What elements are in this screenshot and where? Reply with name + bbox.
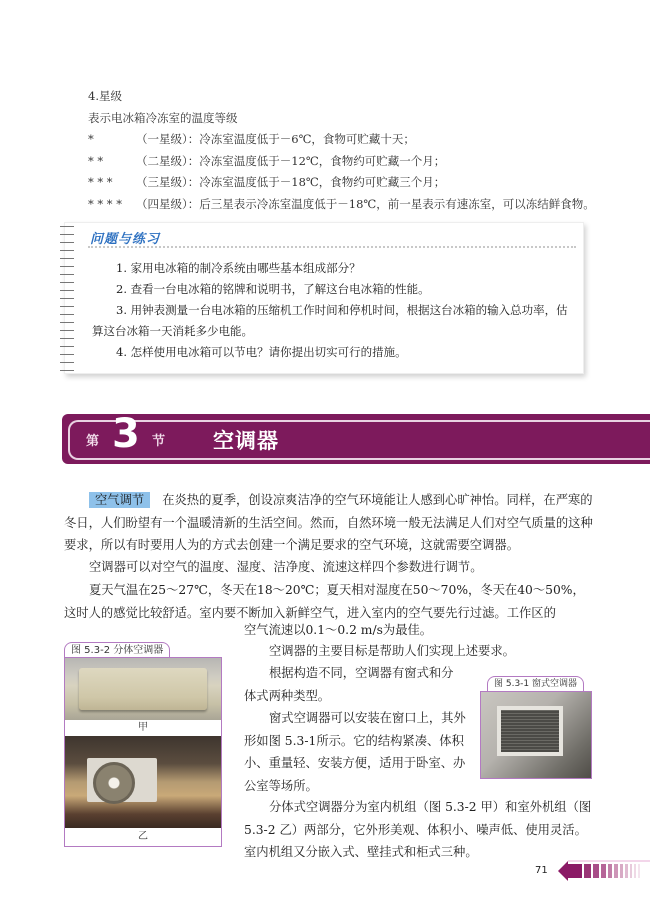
window-ac-photo — [481, 692, 591, 778]
star-description: （一星级）：冷冻室温度低于－6℃，食物可贮藏十天； — [136, 132, 415, 146]
paragraph-split-ac: 分体式空调器分为室内机组（图 5.3-2 甲）和室外机组（图 5.3-2 乙）两部分，它外形美观、体积小、噪声低、使用灵活。室内机组又分嵌入式、壁挂式和柜式三种。 — [244, 800, 592, 859]
figure-caption-split: 图 5.3-2 分体空调器 — [64, 642, 170, 658]
star-description: （三星级）：冷冻室温度低于－18℃，食物约可贮藏三个月； — [136, 175, 446, 189]
paragraph-text: 在炎热的夏季，创设凉爽洁净的空气环境能让人感到心旷神怡。同样，在严寒的冬日，人们盼望有一个温暖清新的生活空间。然而，自然环境一般无法满足人们对空气质量的这种要求，所以有时要用人为的方式去创建一个满足要求的空气环境，这就需要空调器。 — [64, 493, 593, 552]
star-row — [88, 151, 595, 173]
section-title: 空调器 — [213, 429, 279, 453]
figure-split-ac — [64, 657, 222, 847]
window-ac-grille-icon — [497, 706, 563, 756]
paragraph-intro — [64, 489, 596, 557]
star-rating-section — [88, 86, 595, 215]
indoor-unit-icon — [79, 668, 207, 710]
star-row — [88, 129, 595, 151]
exercise-item: 4. 怎样使用电冰箱可以节电？请你提出切实可行的措施。 — [116, 345, 407, 359]
exercise-item: 2. 查看一台电冰箱的铭牌和说明书，了解这台电冰箱的性能。 — [116, 282, 430, 296]
exercise-item: 1. 家用电冰箱的制冷系统由哪些基本组成部分？ — [116, 261, 361, 275]
paragraph-goal: 空调器的主要目标是帮助人们实现上述要求。 — [269, 644, 515, 658]
star-row — [88, 172, 595, 194]
section-prefix: 第 — [86, 434, 100, 449]
section-number: 3 — [112, 411, 140, 457]
figure-caption-window: 图 5.3-1 窗式空调器 — [487, 676, 584, 692]
star-symbols: * — [88, 132, 94, 146]
page-arrow-icon — [558, 859, 650, 883]
figure-label-a: 甲 — [138, 722, 148, 733]
figure-window-ac — [480, 691, 592, 779]
outdoor-unit-icon — [87, 758, 157, 802]
star-row — [88, 194, 595, 216]
paragraph-airflow: 空气流速以0.1～0.2 m/s为最佳。 — [244, 623, 433, 637]
section-suffix: 节 — [152, 434, 166, 449]
fan-icon — [93, 762, 135, 804]
star-symbols: * * * — [88, 175, 113, 189]
star-symbols: * * * * — [88, 196, 122, 211]
paragraph-window-ac: 窗式空调器可以安装在窗口上，其外形如图 5.3-1所示。它的结构紧凑、体积小、重量轻、安装方便，适用于卧室、办公室等场所。 — [244, 711, 466, 793]
star-symbols: * * — [88, 153, 104, 168]
paragraph-types: 根据构造不同，空调器有窗式和分体式两种类型。 — [244, 666, 454, 703]
outdoor-unit-photo — [65, 736, 221, 828]
spiral-binding-icon — [60, 222, 74, 374]
paragraph-params: 空调器可以对空气的温度、湿度、洁净度、流速这样四个参数进行调节。 — [89, 560, 483, 574]
dotted-divider — [88, 246, 576, 248]
indoor-unit-photo — [65, 658, 221, 720]
exercise-list — [92, 258, 578, 363]
star-description: （四星级）：后三星表示冷冻室温度低于－18℃，前一星表示有速冻室，可以冻结鲜食物。 — [136, 196, 595, 211]
star-subheading: 表示电冰箱冷冻室的温度等级 — [88, 110, 238, 125]
paragraph-comfort: 夏天气温在25～27℃，冬天在18～20℃；夏天相对湿度在50～70%，冬天在40～50%，这时人的感觉比较舒适。室内要不断加入新鲜空气，进入室内的空气要先行过滤。工作区的 — [64, 583, 585, 620]
exercise-item: 3. 用钟表测量一台电冰箱的压缩机工作时间和停机时间，根据这台冰箱的输入总功率，估算这台冰箱一天消耗多少电能。 — [92, 303, 568, 338]
page-number: 71 — [535, 865, 548, 876]
exercise-title: 问题与练习 — [90, 232, 161, 247]
figure-label-b: 乙 — [138, 831, 148, 842]
keyword-tag: 空气调节 — [89, 492, 150, 508]
star-heading: 4.星级 — [88, 89, 122, 103]
star-description: （二星级）：冷冻室温度低于－12℃，食物约可贮藏一个月； — [136, 153, 446, 168]
